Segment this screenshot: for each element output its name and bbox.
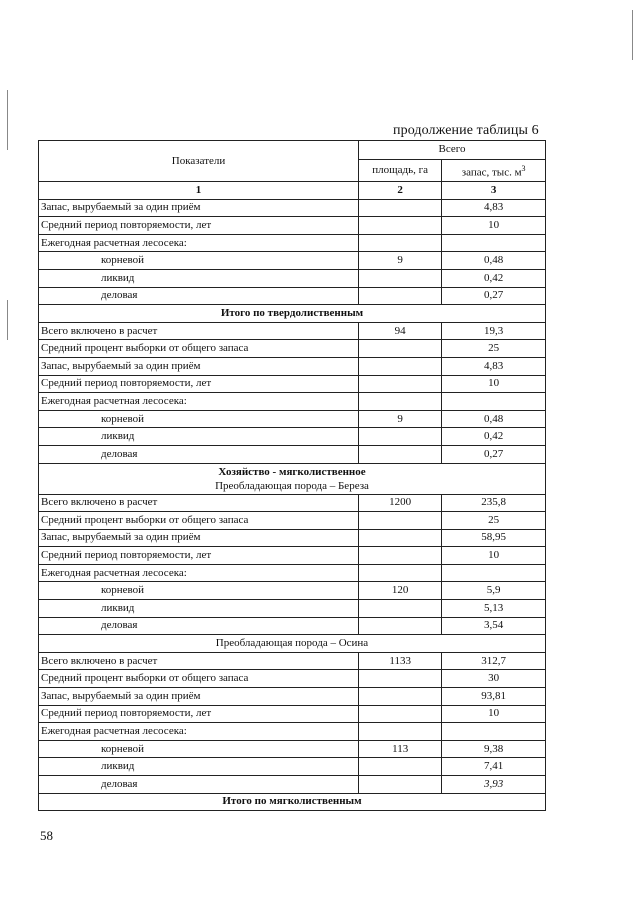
row-stock: 93,81 [442,688,546,706]
row-label: Всего включено в расчет [39,322,359,340]
row-label: корневой [39,252,359,270]
row-area [359,688,442,706]
row-label: Запас, вырубаемый за один приём [39,688,359,706]
row-area [359,670,442,688]
row-area [359,776,442,794]
header-row [39,141,546,160]
row-label: Ежегодная расчетная лесосека: [39,234,359,252]
row-stock: 3,54 [442,617,546,635]
table-row [39,445,546,463]
table-row [39,723,546,741]
row-label: корневой [39,740,359,758]
table-row [39,375,546,393]
row-area [359,428,442,446]
table-row [39,652,546,670]
row-area [359,758,442,776]
table-row [39,564,546,582]
row-label: Средний период повторяемости, лет [39,705,359,723]
section-title: Итого по твердолиственным [39,305,546,323]
table-row [39,740,546,758]
table-row [39,217,546,235]
row-label: корневой [39,582,359,600]
row-area [359,564,442,582]
table-row [39,705,546,723]
row-stock: 0,48 [442,410,546,428]
table-row [39,617,546,635]
row-label: Средний процент выборки от общего запаса [39,670,359,688]
row-area: 120 [359,582,442,600]
row-area: 1133 [359,652,442,670]
table-row [39,600,546,618]
page-number: 58 [40,828,53,843]
table-row [39,547,546,565]
row-label: Средний период повторяемости, лет [39,547,359,565]
row-area [359,269,442,287]
table-row [39,322,546,340]
row-area [359,529,442,547]
header-area: площадь, га [359,159,442,181]
section-subtitle: Преобладающая порода – Осина [39,635,546,653]
row-stock: 7,41 [442,758,546,776]
row-stock: 5,13 [442,600,546,618]
row-label: деловая [39,287,359,305]
row-stock: 19,3 [442,322,546,340]
section-row [39,305,546,323]
row-stock [442,234,546,252]
row-stock: 25 [442,512,546,530]
row-area [359,393,442,411]
row-stock: 0,27 [442,287,546,305]
row-stock: 0,27 [442,445,546,463]
row-label: Средний процент выборки от общего запаса [39,512,359,530]
header-indicators: Показатели [39,141,359,182]
row-label: ликвид [39,269,359,287]
row-area [359,723,442,741]
section-row [39,463,546,494]
table-row [39,670,546,688]
column-number-3: 3 [442,182,546,200]
row-area: 94 [359,322,442,340]
row-label: корневой [39,410,359,428]
row-label: ликвид [39,428,359,446]
row-area [359,547,442,565]
row-stock: 25 [442,340,546,358]
row-area [359,287,442,305]
row-label: Средний период повторяемости, лет [39,375,359,393]
row-stock [442,723,546,741]
row-label: Ежегодная расчетная лесосека: [39,393,359,411]
table-row [39,269,546,287]
header-total: Всего [359,141,546,160]
row-stock: 235,8 [442,494,546,512]
row-area: 113 [359,740,442,758]
forest-indicators-table [38,140,546,811]
table-row [39,357,546,375]
row-stock: 30 [442,670,546,688]
table-row [39,340,546,358]
table-row [39,512,546,530]
row-area [359,234,442,252]
column-number-1: 1 [39,182,359,200]
table-row [39,199,546,217]
row-stock: 58,95 [442,529,546,547]
table-row [39,252,546,270]
table-row [39,758,546,776]
row-stock: 0,42 [442,428,546,446]
row-area [359,357,442,375]
row-label: деловая [39,776,359,794]
row-area [359,512,442,530]
section-row [39,793,546,811]
row-label: Средний процент выборки от общего запаса [39,340,359,358]
row-label: ликвид [39,758,359,776]
section-heading [39,463,546,494]
row-stock: 10 [442,217,546,235]
table-row [39,776,546,794]
header-stock-text: запас, тыс. м [461,166,522,179]
row-stock: 0,48 [442,252,546,270]
row-stock: 9,38 [442,740,546,758]
row-label: Запас, вырубаемый за один приём [39,357,359,375]
row-stock: 10 [442,705,546,723]
row-stock: 4,83 [442,357,546,375]
row-label: деловая [39,445,359,463]
table-row [39,529,546,547]
row-label: Всего включено в расчет [39,652,359,670]
row-area [359,217,442,235]
column-number-row [39,182,546,200]
row-label: Ежегодная расчетная лесосека: [39,723,359,741]
row-stock [442,564,546,582]
scan-edge-mark [7,90,8,150]
row-stock: 4,83 [442,199,546,217]
row-label: Запас, вырубаемый за один приём [39,529,359,547]
section-subtitle: Преобладающая порода – Береза [215,479,369,492]
table-row [39,393,546,411]
table-row [39,287,546,305]
row-area [359,600,442,618]
section-title: Хозяйство - мягколиственное [218,465,366,478]
header-stock-sup: 3 [521,163,526,173]
row-label: деловая [39,617,359,635]
row-label: ликвид [39,600,359,618]
row-area [359,617,442,635]
row-stock: 10 [442,375,546,393]
row-stock: 0,42 [442,269,546,287]
row-area: 9 [359,252,442,270]
row-area [359,199,442,217]
row-stock: 3,93 [442,776,546,794]
table-row [39,688,546,706]
row-label: Средний период повторяемости, лет [39,217,359,235]
section-title: Итого по мягколиственным [39,793,546,811]
header-stock [442,159,546,181]
row-area: 1200 [359,494,442,512]
row-label: Запас, вырубаемый за один приём [39,199,359,217]
table-row [39,494,546,512]
row-label: Ежегодная расчетная лесосека: [39,564,359,582]
row-label: Всего включено в расчет [39,494,359,512]
scan-edge-mark [632,10,633,60]
table-row [39,234,546,252]
row-stock: 5,9 [442,582,546,600]
table-row [39,582,546,600]
row-stock [442,393,546,411]
table-row [39,428,546,446]
row-area [359,375,442,393]
row-area [359,705,442,723]
row-stock: 10 [442,547,546,565]
row-area [359,445,442,463]
table-caption: продолжение таблицы 6 [393,123,539,138]
section-row [39,635,546,653]
table-row [39,410,546,428]
row-area [359,340,442,358]
row-area: 9 [359,410,442,428]
row-stock: 312,7 [442,652,546,670]
column-number-2: 2 [359,182,442,200]
scan-edge-mark [7,300,8,340]
